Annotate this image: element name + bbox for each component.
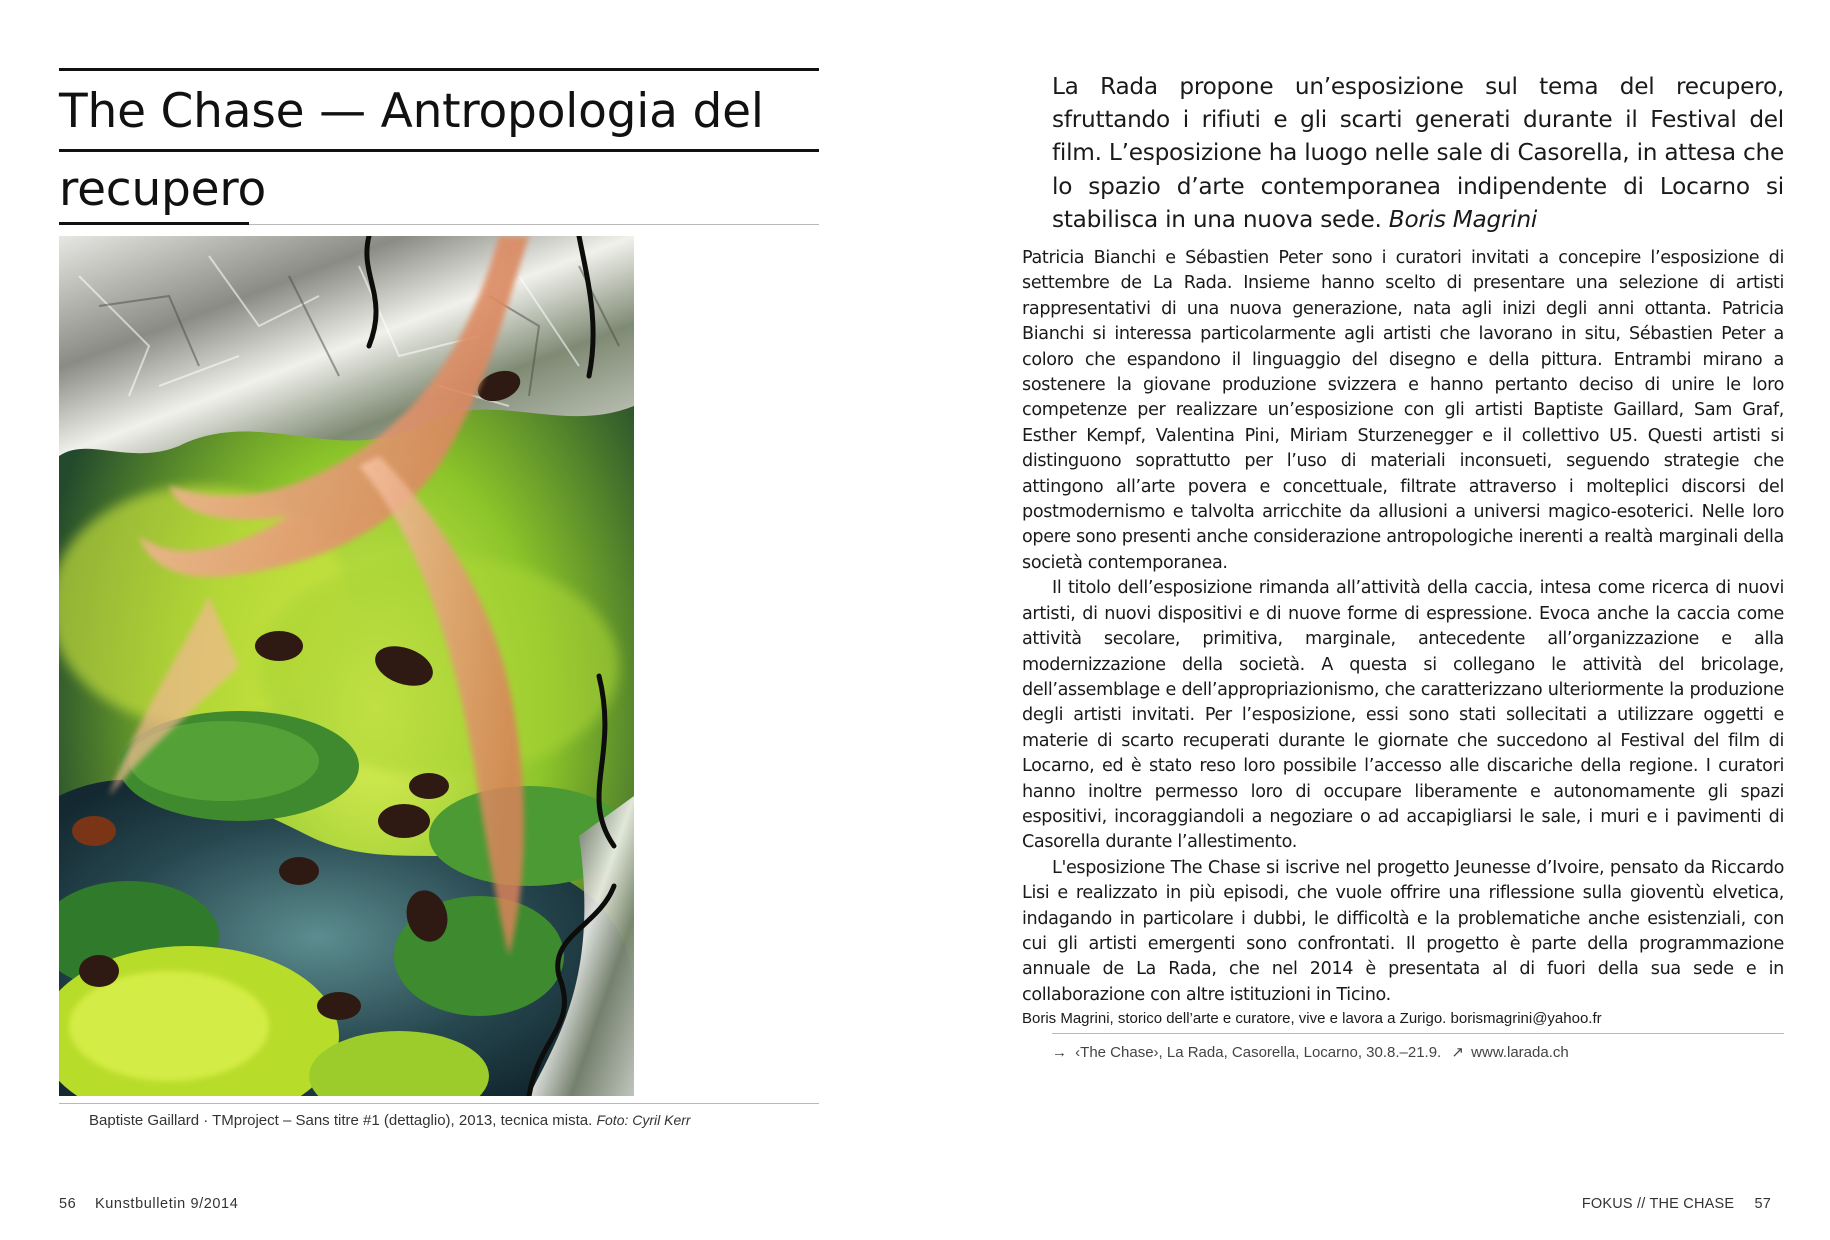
section-label: FOKUS // THE CHASE: [1581, 1196, 1735, 1212]
body-paragraph-3: L'esposizione The Chase si iscrive nel progetto Jeunesse d’Ivoire, pensato da Riccardo Lisi e realizzato in più episodi, che vuole offrire una riflessione sulla gioventù elvetica, indagando in particolare i dubbi, le difficoltà e la problematiche anche esistenziali, con cui gli artisti emergenti sono confrontati. Il progetto è parte della programmazione annuale de La Rada, che nel 2014 è presentata al di fuori della sua sede e in collaborazione con altre istituzioni in Ticino.: [1022, 857, 1784, 1005]
magazine-issue: Kunstbulletin 9/2014: [94, 1196, 239, 1212]
artwork-image: [59, 236, 634, 1096]
caption-text: Baptiste Gaillard · TMproject – Sans titre #1 (dettaglio), 2013, tecnica mista.: [89, 1112, 593, 1129]
right-page-number: 57: [1754, 1196, 1771, 1212]
title-top-rule: [59, 68, 819, 71]
author-bio: Boris Magrini, storico dell’arte e curatore, vive e lavora a Zurigo. borismagrini@yahoo.fr: [1022, 1010, 1602, 1027]
lead-text: La Rada propone un’esposizione sul tema del recupero, sfruttando i rifiuti e gli scarti generati durante il Festival del film. L’esposizione ha luogo nelle sale di Casorella, in attesa che lo spazio d’arte contemporanea indipendente di Locarno si stabilisca in una nuova sede.: [1052, 73, 1784, 233]
exhibition-details: ‹The Chase›, La Rada, Casorella, Locarno, 30.8.–21.9.: [1075, 1044, 1442, 1061]
caption-credit: Foto: Cyril Kerr: [596, 1112, 691, 1128]
left-footer: [59, 1196, 238, 1212]
right-footer: [1582, 1196, 1771, 1212]
external-link-icon: ↗: [1451, 1044, 1464, 1061]
exhibition-info: [1052, 1043, 1782, 1061]
title-middle-rule: [59, 149, 819, 152]
article-title-line-2: recupero: [59, 162, 267, 217]
lead-author: Boris Magrini: [1388, 205, 1538, 233]
website-link[interactable]: www.larada.ch: [1471, 1044, 1569, 1061]
artwork-photo: [59, 236, 634, 1096]
title-underline: [59, 222, 249, 225]
title-bottom-hairline: [249, 224, 819, 225]
info-rule: [1052, 1033, 1784, 1034]
arrow-right-icon: →: [1052, 1044, 1067, 1061]
article-body: [1022, 246, 1784, 1008]
body-paragraph-2: Il titolo dell’esposizione rimanda all’attività della caccia, intesa come ricerca di nuovi artisti, di nuovi dispositivi e di nuove forme di espressione. Evoca anche la caccia come attività secolare, primitiva, marginale, antecedente all’organizzazione e alla modernizzazione della società. A questa si collegano le attività del bricolage, dell’assemblage e dell’appropriazionismo, che caratterizzano ulteriormente la produzione degli artisti invitati. Per l’esposizione, essi sono stati sollecitati a utilizzare oggetti e materie di scarto recuperati durante le giornate che succedono al Festival del film di Locarno, ed è stato reso loro possibile l’accesso alle discariche della regione. I curatori hanno inoltre permesso loro di occupare liberamente e autonomamente gli spazi espositivi, incoraggiandoli a negoziare o ad accapigliarsi le sale, i muri e i pavimenti di Casorella durante l’allestimento.: [1022, 578, 1784, 853]
body-paragraph-1: Patricia Bianchi e Sébastien Peter sono i curatori invitati a concepire l’esposizione di settembre de La Rada. Insieme hanno scelto di presentare una selezione di artisti rappresentativi di una nuova generazione, nata agli inizi degli anni ottanta. Patricia Bianchi si interessa particolarmente agli artisti che lavorano in situ, Sébastien Peter a coloro che espandono il linguaggio del disegno e della pittura. Entrambi mirano a sostenere la giovane produzione svizzera e hanno pertanto deciso di unire le loro competenze per realizzare un’esposizione con gli artisti Baptiste Gaillard, Sam Graf, Esther Kempf, Valentina Pini, Miriam Sturzenegger e il collettivo U5. Questi artisti si distinguono soprattutto per l’uso di materiali inconsueti, seguendo strategie che attingono all’arte povera e concettuale, filtrate attraverso i molteplici discorsi del postmodernismo e talvolta arricchite da allusioni a universi magico-esoterici. Nelle loro opere sono presenti anche considerazione antropologiche inerenti a realtà marginali della società contemporanea.: [1022, 248, 1784, 573]
caption-rule: [59, 1103, 819, 1104]
left-page-number: 56: [59, 1196, 77, 1212]
article-lead: [1052, 70, 1784, 236]
article-title-line-1: The Chase — Antropologia del: [59, 84, 764, 139]
photo-caption: [89, 1112, 819, 1129]
